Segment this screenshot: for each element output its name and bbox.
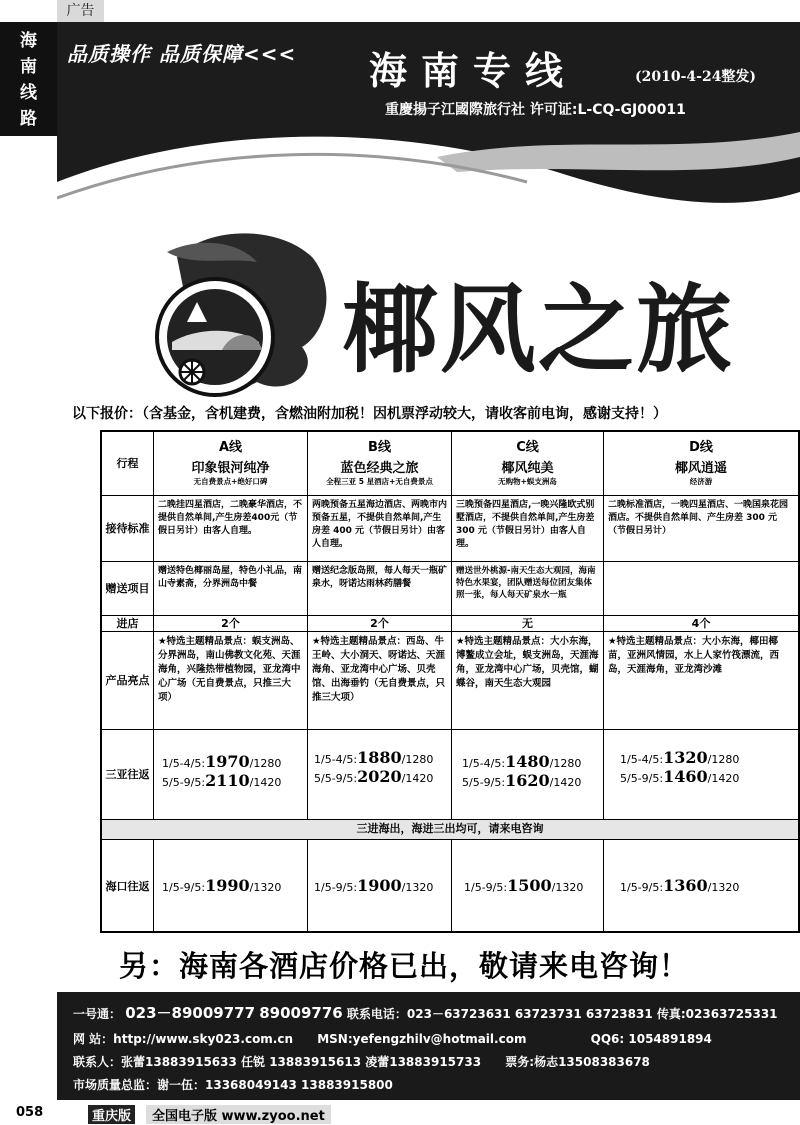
line-d-sanya-price	[604, 730, 798, 820]
msn: MSN:yefengzhilv@hotmail.com	[317, 1032, 527, 1046]
line-a-hotel: 二晚挂四星酒店，二晚豪华酒店，不提供自然单间,产生房差400元（节假日另计）由客人自理。	[154, 496, 308, 562]
row-label-hotel: 接待标准	[102, 496, 154, 562]
line-d-header	[604, 432, 798, 496]
brand-name: 椰风之旅	[342, 274, 734, 386]
edition-site[interactable]: 全国电子版 www.zyoo.net	[146, 1105, 331, 1124]
line-d-shops: 4个	[604, 616, 798, 632]
line-b-highlights: ★特选主题精品景点：西岛、牛王岭、大小洞天、呀诺达、天涯海角、亚龙湾中心广场、贝壳馆、出海垂钓（无自费景点，只推三大项）	[308, 632, 452, 730]
line-b-hotel: 两晚预备五星海边酒店、两晚市内预备五星，不提供自然单间,产生房差 400 元（节假日另计）由客人自理。	[308, 496, 452, 562]
contact-footer	[57, 992, 800, 1100]
tour-price-table	[100, 430, 800, 933]
line-d-highlights: ★特选主题精品景点：大小东海，椰田椰苗，亚洲风情园，水上人家竹筏漂流，西岛，天涯海角，亚龙湾沙滩	[604, 632, 798, 730]
header-agency: 重慶揚子江國際旅行社 许可证:L-CQ-GJ00011	[385, 102, 686, 118]
footer-row-contacts	[73, 1053, 650, 1070]
side-label	[0, 22, 57, 136]
line-a-haikou-price	[154, 840, 308, 933]
ticketing: 票务:杨志13508383678	[505, 1055, 650, 1069]
band-note: 三进海出，海进三出均可，请来电咨询	[102, 820, 798, 840]
header-slogan: 品质操作 品质保障<<<	[67, 42, 297, 66]
footer-row-hotline: 一号通： 023－89009777 89009776 联系电话：023－63723631 63723731 63723831 传真:02363725331	[73, 1004, 778, 1022]
line-b-haikou-price	[308, 840, 452, 933]
line-a-gift: 赠送特色椰丽岛屋，特色小礼品，南山寺素斋，分界洲岛中餐	[154, 562, 308, 616]
row-label-highlights: 产品亮点	[102, 632, 154, 730]
line-c-hotel: 三晚预备四星酒店,一晚兴隆欧式别墅酒店，不提供自然单间,产生房差 300 元（节假日另计）由客人自理。	[452, 496, 604, 562]
side-label-char: 线	[20, 83, 37, 103]
line-c-haikou-price	[452, 840, 604, 933]
website[interactable]: 网 站：http://www.sky023.com.cn	[73, 1032, 294, 1046]
row-label-route: 行程	[102, 432, 154, 496]
footer-row-web	[73, 1030, 712, 1047]
contacts: 联系人：张蕾13883915633 任锐 13883915613 凌蕾13883915733	[73, 1055, 482, 1069]
edition-badge: 重庆版	[88, 1105, 135, 1124]
line-d-hotel: 二晚标准酒店，一晚四星酒店、一晚国泉花园酒店。不提供自然单间、产生房差 300 元（节假日另计）	[604, 496, 798, 562]
price-line: 1/5-9/5:1900/1320	[314, 876, 434, 895]
page-number: 058	[16, 1105, 44, 1120]
ad-tag: 广告	[57, 0, 104, 22]
price-note: 以下报价：（含基金，含机建费，含燃油附加税！因机票浮动较大，请收客前电询，感谢支持！）	[72, 406, 667, 422]
line-c-gift: 赠送世外桃源-南天生态大观园，海南特色水果宴，团队赠送每位团友集体照一张，每人每天矿泉水一瓶	[452, 562, 604, 616]
header-banner	[57, 22, 800, 232]
line-c-sub: 无购物+蜈支洲岛	[498, 477, 557, 486]
line-a-highlights: ★特选主题精品景点：蜈支洲岛、分界洲岛，南山佛教文化苑、天涯海角，兴隆热带植物园，亚龙湾中心广场（无自费景点，只推三大项）	[154, 632, 308, 730]
line-c-sanya-price	[452, 730, 604, 820]
main-content	[57, 232, 800, 992]
line-c-code: C线	[516, 440, 539, 455]
price-line: 5/5-9/5:1460/1420	[620, 767, 740, 786]
side-label-char: 路	[20, 109, 37, 129]
price-line: 1/5-4/5:1480/1280	[462, 752, 582, 771]
line-a-code: A线	[218, 440, 243, 455]
price-line: 1/5-4/5:1320/1280	[620, 748, 740, 767]
price-line: 1/5-9/5:1990/1320	[162, 876, 282, 895]
hotel-price-note: 另：海南各酒店价格已出，敬请来电咨询！	[119, 949, 690, 983]
line-a-shops: 2个	[154, 616, 308, 632]
page-bottom-bar	[0, 1102, 800, 1125]
line-a-name: 印象银河纯净	[191, 461, 270, 476]
fax: 传真:02363725331	[656, 1007, 778, 1021]
line-a-sanya-price	[154, 730, 308, 820]
line-b-sanya-price	[308, 730, 452, 820]
header-title: 海南专线	[369, 49, 578, 93]
line-d-code: D线	[689, 440, 713, 455]
header-date: (2010-4-24整发)	[635, 69, 757, 85]
price-line: 5/5-9/5:1620/1420	[462, 771, 582, 790]
line-c-shops: 无	[452, 616, 604, 632]
price-line: 1/5-9/5:1360/1320	[620, 876, 740, 895]
price-line: 1/5-4/5:1970/1280	[162, 752, 282, 771]
qq: QQ6: 1054891894	[590, 1032, 712, 1046]
side-label-char: 海	[20, 31, 37, 51]
line-a-header	[154, 432, 308, 496]
row-label-sanya: 三亚往返	[102, 730, 154, 820]
quality-director: 市场质量总监：谢一伍：13368049143 13883915800	[73, 1078, 393, 1092]
line-c-highlights: ★特选主题精品景点：大小东海，博鳌成立会址，蜈支洲岛，天涯海角，亚龙湾中心广场，贝壳馆，蝴蝶谷，南天生态大观园	[452, 632, 604, 730]
line-d-haikou-price	[604, 840, 798, 933]
brand-logo-icon	[137, 232, 337, 397]
price-line: 1/5-9/5:1500/1320	[464, 876, 584, 895]
price-line: 5/5-9/5:2020/1420	[314, 767, 434, 786]
row-label-shops: 进店	[102, 616, 154, 632]
side-label-char: 南	[20, 57, 37, 77]
footer-row-quality	[73, 1076, 393, 1093]
row-label-haikou: 海口往返	[102, 840, 154, 933]
hotline-number: 023－89009777	[125, 1004, 256, 1022]
line-a-sub: 无自费景点+绝好口碑	[193, 477, 268, 486]
price-line: 5/5-9/5:2110/1420	[162, 771, 282, 790]
line-c-name: 椰风纯美	[501, 461, 554, 476]
line-d-sub: 经济游	[689, 477, 713, 486]
price-line: 1/5-4/5:1880/1280	[314, 748, 434, 767]
row-label-gift: 赠送项目	[102, 562, 154, 616]
line-c-header	[452, 432, 604, 496]
line-b-shops: 2个	[308, 616, 452, 632]
left-margin	[0, 0, 57, 1100]
line-b-gift: 赠送纪念版岛照，每人每天一瓶矿泉水，呀诺达雨林药膳餐	[308, 562, 452, 616]
line-d-gift	[604, 562, 798, 616]
contact-phone: 联系电话：023－63723631 63723731 63723831	[346, 1007, 653, 1021]
hotline-number: 89009776	[259, 1004, 343, 1022]
line-b-sub: 全程三亚 5 星酒店+无自费景点	[326, 477, 433, 486]
line-b-header	[308, 432, 452, 496]
line-d-name: 椰风逍遥	[674, 461, 727, 476]
line-b-code: B线	[368, 440, 391, 455]
line-b-name: 蓝色经典之旅	[340, 461, 419, 476]
